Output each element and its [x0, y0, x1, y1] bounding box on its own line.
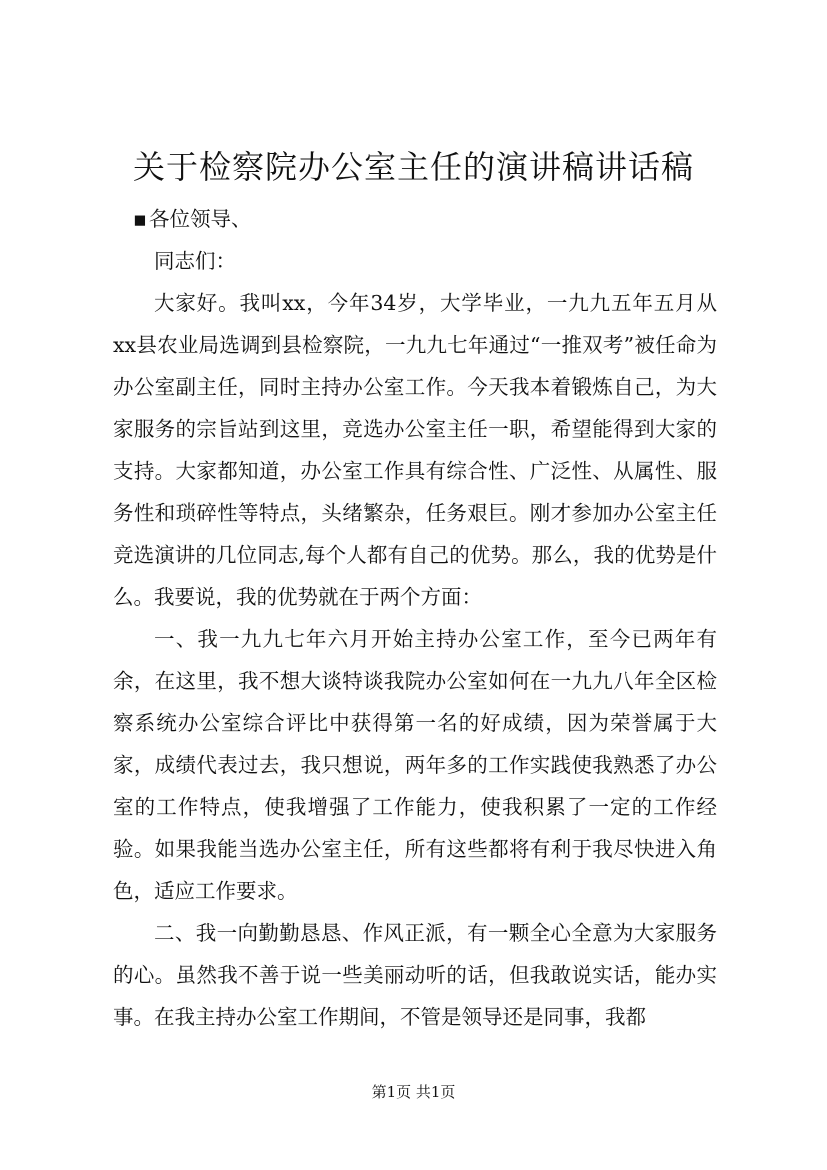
salutation-line-2: 同志们： [154, 249, 236, 273]
document-title: 关于检察院办公室主任的演讲稿讲话稿 [132, 148, 694, 186]
document-body [113, 198, 717, 1038]
paragraph-point-one: 一、我一九九七年六月开始主持办公室工作，至今已两年有余，在这里，我不想大谈特谈我院办公室如何在一九九八年全区检察系统办公室综合评比中获得第一名的好成绩，因为荣誉属于大家，成绩代表过去，我只想说，两年多的工作实践使我熟悉了办公室的工作特点，使我增强了工作能力，使我积累了一定的工作经验。如果我能当选办公室主任，所有这些都将有利于我尽快进入角色，适应工作要求。 [113, 627, 717, 903]
bullet-icon: ▪ [133, 207, 147, 231]
paragraph-point-two: 二、我一向勤勤恳恳、作风正派，有一颗全心全意为大家服务的心。虽然我不善于说一些美丽动听的话，但我敢说实话，能办实事。在我主持办公室工作期间，不管是领导还是同事，我都 [113, 921, 717, 1029]
salutation-text: 各位领导、 [149, 207, 252, 231]
salutation-line-1 [113, 198, 717, 240]
paragraph-intro: 大家好。我叫xx，今年34岁，大学毕业，一九九五年五月从xx县农业局选调到县检察院，一九九七年通过“一推双考”被任命为办公室副主任，同时主持办公室工作。今天我本着锻炼自己，为大家服务的宗旨站到这里，竞选办公室主任一职，希望能得到大家的支持。大家都知道，办公室工作具有综合性、广泛性、从属性、服务性和琐碎性等特点，头绪繁杂，任务艰巨。刚才参加办公室主任竞选演讲的几位同志,每个人都有自己的优势。那么，我的优势是什么。我要说，我的优势就在于两个方面： [113, 291, 717, 609]
page-number-footer: 第1页 共1页 [371, 1083, 456, 1101]
